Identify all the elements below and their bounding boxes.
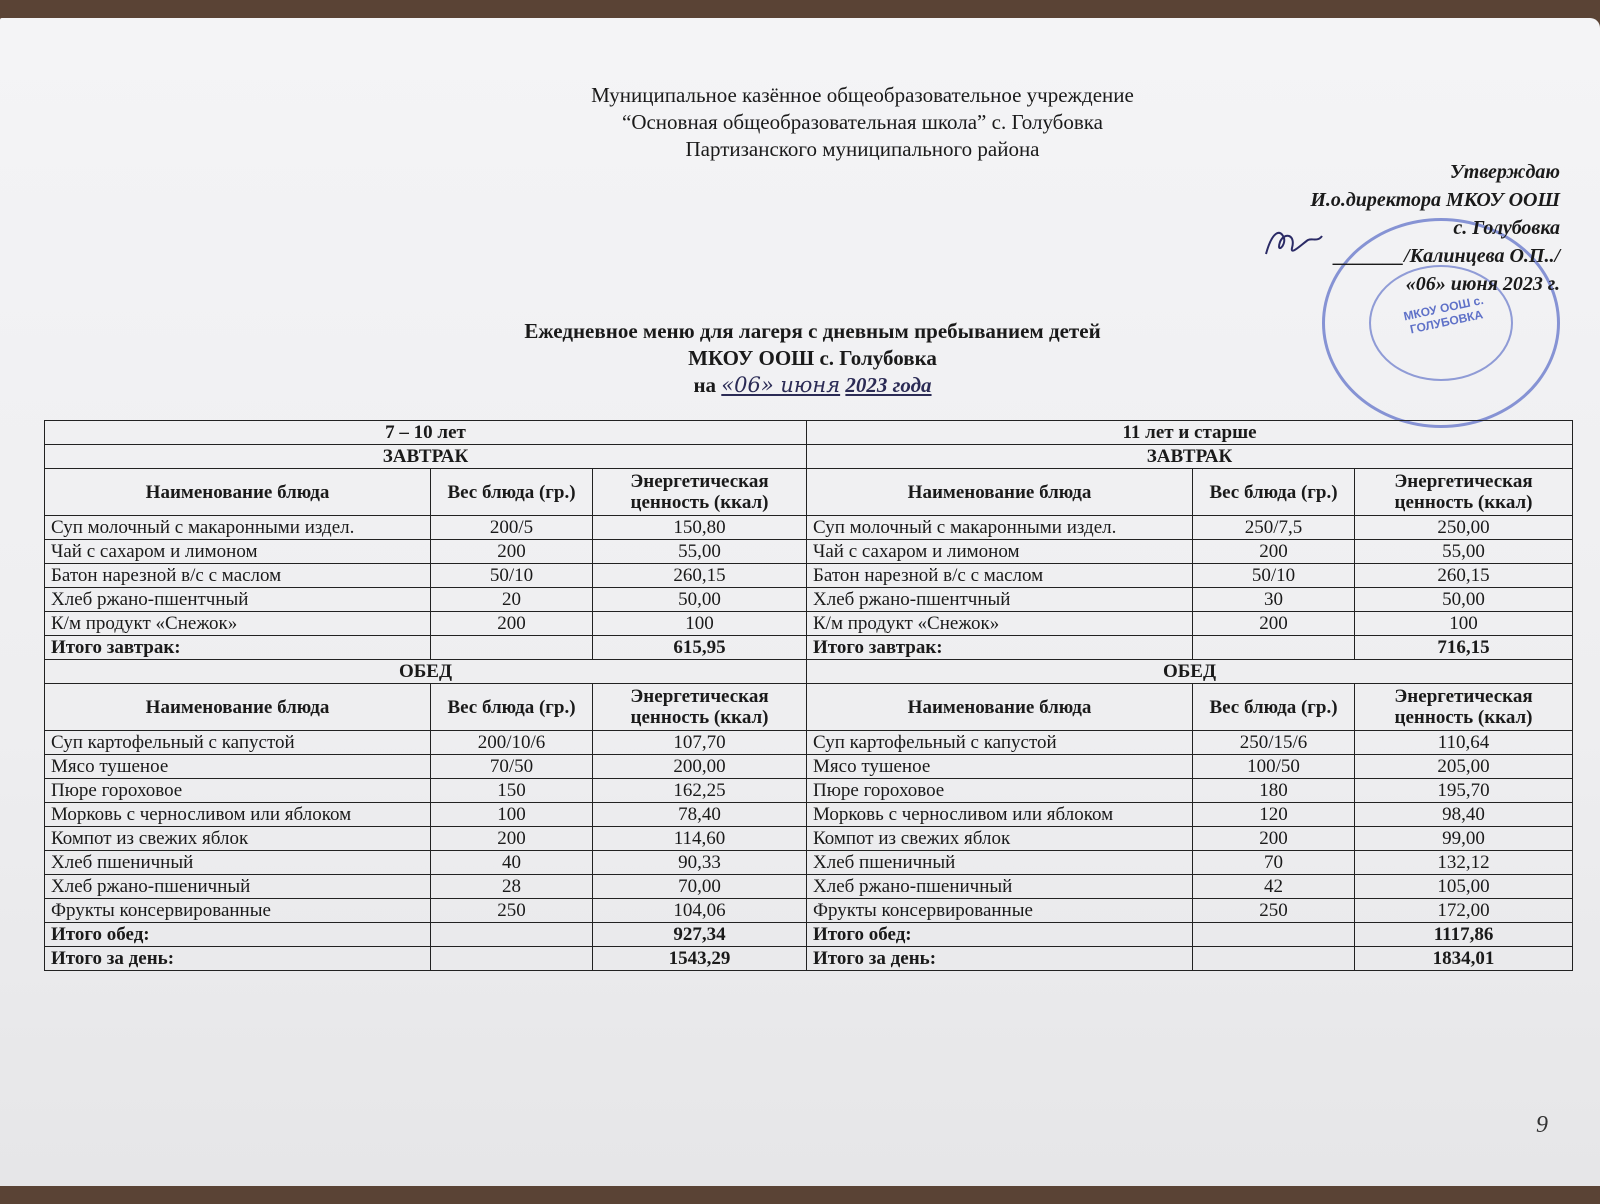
table-row — [807, 779, 1573, 803]
empty-cell — [431, 923, 593, 947]
age-group-header: 7 – 10 лет — [45, 421, 807, 445]
column-header-name: Наименование блюда — [45, 684, 431, 731]
breakfast-total-label: Итого завтрак: — [807, 636, 1193, 660]
dish-weight-cell: 200 — [1193, 540, 1355, 564]
dish-kcal-cell: 98,40 — [1355, 803, 1573, 827]
dish-name-cell: Хлеб ржано-пшеничный — [807, 875, 1193, 899]
dish-kcal-cell: 114,60 — [593, 827, 807, 851]
dish-kcal-cell: 50,00 — [593, 588, 807, 612]
age-group-row — [807, 421, 1573, 445]
dish-weight-cell: 200/5 — [431, 516, 593, 540]
lunch-total-value: 927,34 — [593, 923, 807, 947]
date-handwritten: «06» июня — [721, 373, 841, 397]
breakfast-total-value: 716,15 — [1355, 636, 1573, 660]
dish-name-cell: К/м продукт «Снежок» — [45, 612, 431, 636]
title-date-line — [0, 372, 1600, 399]
dish-name-cell: Хлеб пшеничный — [807, 851, 1193, 875]
dish-name-cell: Мясо тушеное — [45, 755, 431, 779]
table-row — [807, 612, 1573, 636]
table-row — [45, 755, 807, 779]
lunch-section-header: ОБЕД — [45, 660, 807, 684]
date-prefix: на — [693, 373, 717, 397]
dish-weight-cell: 42 — [1193, 875, 1355, 899]
column-header-row — [45, 469, 807, 516]
dish-name-cell: Суп картофельный с капустой — [807, 731, 1193, 755]
column-header-energy: Энергетическая ценность (ккал) — [593, 469, 807, 516]
lunch-section-header: ОБЕД — [807, 660, 1573, 684]
table-row — [807, 851, 1573, 875]
approval-line-5: «06» июня 2023 г. — [1405, 273, 1560, 295]
column-header-name: Наименование блюда — [807, 469, 1193, 516]
org-line-3: Партизанского муниципального района — [685, 137, 1040, 161]
day-total-label: Итого за день: — [45, 947, 431, 971]
dish-name-cell: Морковь с черносливом или яблоком — [807, 803, 1193, 827]
dish-name-cell: Компот из свежих яблок — [45, 827, 431, 851]
column-header-energy: Энергетическая ценность (ккал) — [1355, 469, 1573, 516]
table-row — [45, 516, 807, 540]
day-total-value: 1834,01 — [1355, 947, 1573, 971]
dish-kcal-cell: 55,00 — [1355, 540, 1573, 564]
dish-kcal-cell: 260,15 — [1355, 564, 1573, 588]
dish-kcal-cell: 70,00 — [593, 875, 807, 899]
breakfast-section-header: ЗАВТРАК — [807, 445, 1573, 469]
column-header-energy: Энергетическая ценность (ккал) — [593, 684, 807, 731]
table-row — [45, 803, 807, 827]
dish-weight-cell: 250 — [431, 899, 593, 923]
column-header-row — [807, 469, 1573, 516]
dish-kcal-cell: 78,40 — [593, 803, 807, 827]
table-row — [45, 851, 807, 875]
dish-weight-cell: 250/7,5 — [1193, 516, 1355, 540]
dish-name-cell: Пюре гороховое — [807, 779, 1193, 803]
dish-weight-cell: 40 — [431, 851, 593, 875]
menu-table-7-10 — [44, 420, 807, 971]
dish-name-cell: Суп молочный с макаронными издел. — [807, 516, 1193, 540]
dish-name-cell: Хлеб ржано-пшентчный — [45, 588, 431, 612]
table-row — [807, 540, 1573, 564]
dish-kcal-cell: 110,64 — [1355, 731, 1573, 755]
dish-kcal-cell: 100 — [1355, 612, 1573, 636]
dish-name-cell: Фрукты консервированные — [45, 899, 431, 923]
dish-weight-cell: 250/15/6 — [1193, 731, 1355, 755]
table-row — [807, 516, 1573, 540]
title-line-2: МКОУ ООШ с. Голубовка — [688, 346, 937, 370]
dish-name-cell: Морковь с черносливом или яблоком — [45, 803, 431, 827]
day-total-label: Итого за день: — [807, 947, 1193, 971]
menu-table-11-plus — [806, 420, 1573, 971]
column-header-weight: Вес блюда (гр.) — [1193, 469, 1355, 516]
stamp-text: МКОУ ООШ с. ГОЛУБОВКА — [1402, 292, 1485, 337]
dish-weight-cell: 70 — [1193, 851, 1355, 875]
dish-weight-cell: 50/10 — [1193, 564, 1355, 588]
dish-name-cell: Мясо тушеное — [807, 755, 1193, 779]
column-header-row — [807, 684, 1573, 731]
dish-name-cell: Чай с сахаром и лимоном — [45, 540, 431, 564]
dish-name-cell: Батон нарезной в/с с маслом — [807, 564, 1193, 588]
dish-name-cell: Компот из свежих яблок — [807, 827, 1193, 851]
table-row — [807, 731, 1573, 755]
meal-section-row — [807, 445, 1573, 469]
breakfast-total-label: Итого завтрак: — [45, 636, 431, 660]
table-row — [807, 588, 1573, 612]
dish-name-cell: Хлеб ржано-пшеничный — [45, 875, 431, 899]
dish-weight-cell: 100/50 — [1193, 755, 1355, 779]
dish-name-cell: Батон нарезной в/с с маслом — [45, 564, 431, 588]
table-row — [45, 875, 807, 899]
age-group-row — [45, 421, 807, 445]
approval-line-3: с. Голубовка — [1453, 217, 1560, 239]
dish-weight-cell: 120 — [1193, 803, 1355, 827]
empty-cell — [431, 636, 593, 660]
dish-kcal-cell: 50,00 — [1355, 588, 1573, 612]
dish-name-cell: Хлеб ржано-пшентчный — [807, 588, 1193, 612]
dish-weight-cell: 250 — [1193, 899, 1355, 923]
total-row — [807, 923, 1573, 947]
table-row — [807, 564, 1573, 588]
dish-weight-cell: 180 — [1193, 779, 1355, 803]
table-row — [45, 731, 807, 755]
dish-name-cell: Фрукты консервированные — [807, 899, 1193, 923]
table-row — [45, 612, 807, 636]
dish-kcal-cell: 195,70 — [1355, 779, 1573, 803]
table-body-right — [807, 421, 1573, 971]
empty-cell — [1193, 636, 1355, 660]
title-line-1: Ежедневное меню для лагеря с дневным пребыванием детей — [524, 319, 1101, 343]
age-group-header: 11 лет и старше — [807, 421, 1573, 445]
dish-weight-cell: 200 — [1193, 827, 1355, 851]
day-total-value: 1543,29 — [593, 947, 807, 971]
dish-kcal-cell: 162,25 — [593, 779, 807, 803]
breakfast-total-value: 615,95 — [593, 636, 807, 660]
dish-name-cell: Чай с сахаром и лимоном — [807, 540, 1193, 564]
dish-weight-cell: 150 — [431, 779, 593, 803]
column-header-weight: Вес блюда (гр.) — [431, 684, 593, 731]
empty-cell — [431, 947, 593, 971]
column-header-weight: Вес блюда (гр.) — [1193, 684, 1355, 731]
dish-kcal-cell: 99,00 — [1355, 827, 1573, 851]
dish-kcal-cell: 90,33 — [593, 851, 807, 875]
dish-weight-cell: 100 — [431, 803, 593, 827]
dish-weight-cell: 28 — [431, 875, 593, 899]
column-header-name: Наименование блюда — [45, 469, 431, 516]
dish-weight-cell: 50/10 — [431, 564, 593, 588]
dish-weight-cell: 200 — [431, 612, 593, 636]
breakfast-section-header: ЗАВТРАК — [45, 445, 807, 469]
dish-name-cell: Суп молочный с макаронными издел. — [45, 516, 431, 540]
dish-weight-cell: 70/50 — [431, 755, 593, 779]
dish-name-cell: Хлеб пшеничный — [45, 851, 431, 875]
table-body-left — [45, 421, 807, 971]
table-row — [807, 899, 1573, 923]
table-row — [45, 779, 807, 803]
table-row — [45, 564, 807, 588]
dish-weight-cell: 200/10/6 — [431, 731, 593, 755]
dish-kcal-cell: 55,00 — [593, 540, 807, 564]
empty-cell — [1193, 947, 1355, 971]
approval-line-4: _______/Калинцева О.П../ — [1334, 245, 1560, 267]
column-header-weight: Вес блюда (гр.) — [431, 469, 593, 516]
column-header-energy: Энергетическая ценность (ккал) — [1355, 684, 1573, 731]
dish-weight-cell: 30 — [1193, 588, 1355, 612]
lunch-total-label: Итого обед: — [45, 923, 431, 947]
total-row — [45, 923, 807, 947]
dish-kcal-cell: 260,15 — [593, 564, 807, 588]
date-year: 2023 года — [845, 373, 932, 397]
meal-section-row — [45, 445, 807, 469]
dish-weight-cell: 200 — [1193, 612, 1355, 636]
menu-title — [0, 318, 1600, 399]
total-row — [807, 636, 1573, 660]
org-header — [0, 82, 1600, 163]
table-row — [45, 827, 807, 851]
column-header-name: Наименование блюда — [807, 684, 1193, 731]
dish-weight-cell: 20 — [431, 588, 593, 612]
column-header-row — [45, 684, 807, 731]
org-line-1: Муниципальное казённое общеобразовательное учреждение — [591, 83, 1134, 107]
dish-kcal-cell: 250,00 — [1355, 516, 1573, 540]
dish-kcal-cell: 132,12 — [1355, 851, 1573, 875]
dish-weight-cell: 200 — [431, 827, 593, 851]
table-row — [45, 540, 807, 564]
table-row — [807, 827, 1573, 851]
total-row — [807, 947, 1573, 971]
meal-section-row — [45, 660, 807, 684]
dish-name-cell: К/м продукт «Снежок» — [807, 612, 1193, 636]
approval-block — [1310, 158, 1560, 298]
table-row — [807, 875, 1573, 899]
dish-kcal-cell: 100 — [593, 612, 807, 636]
lunch-total-value: 1117,86 — [1355, 923, 1573, 947]
dish-weight-cell: 200 — [431, 540, 593, 564]
org-line-2: “Основная общеобразовательная школа” с. Голубовка — [622, 110, 1103, 134]
table-row — [45, 899, 807, 923]
dish-kcal-cell: 107,70 — [593, 731, 807, 755]
total-row — [45, 947, 807, 971]
dish-kcal-cell: 105,00 — [1355, 875, 1573, 899]
approval-line-1: Утверждаю — [1449, 161, 1560, 183]
dish-kcal-cell: 150,80 — [593, 516, 807, 540]
approval-line-2: И.о.директора МКОУ ООШ — [1310, 189, 1560, 211]
dish-kcal-cell: 104,06 — [593, 899, 807, 923]
table-row — [807, 755, 1573, 779]
empty-cell — [1193, 923, 1355, 947]
meal-section-row — [807, 660, 1573, 684]
dish-kcal-cell: 172,00 — [1355, 899, 1573, 923]
total-row — [45, 636, 807, 660]
dish-kcal-cell: 205,00 — [1355, 755, 1573, 779]
dish-kcal-cell: 200,00 — [593, 755, 807, 779]
lunch-total-label: Итого обед: — [807, 923, 1193, 947]
dish-name-cell: Суп картофельный с капустой — [45, 731, 431, 755]
dish-name-cell: Пюре гороховое — [45, 779, 431, 803]
page-number: 9 — [1536, 1112, 1548, 1138]
table-row — [45, 588, 807, 612]
table-row — [807, 803, 1573, 827]
